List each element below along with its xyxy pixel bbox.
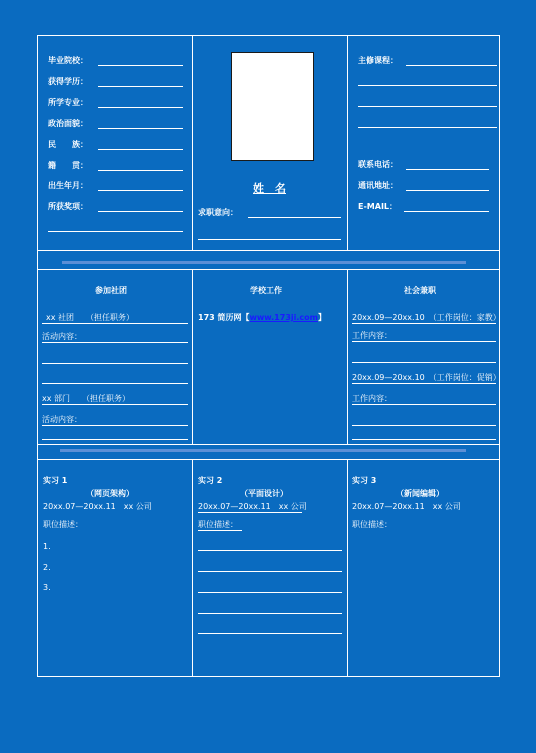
address-label: 通讯地址： (358, 181, 398, 190)
intern2-desc-line (198, 613, 342, 614)
divider-line (347, 36, 348, 250)
intern2-period: 20xx.07—20xx.11 xx 公司 (198, 502, 307, 511)
intern3-subtitle: （新闻编辑） (396, 489, 444, 498)
awards-label: 所获奖项： (48, 202, 88, 211)
job2-underline (352, 383, 496, 384)
decorative-separator (60, 449, 466, 452)
school-field (98, 65, 183, 66)
objective-label: 求职意向： (198, 208, 238, 217)
major-label: 所学专业： (48, 98, 88, 107)
divider-line (192, 36, 193, 250)
intern2-desc-line (198, 633, 342, 634)
school-work-heading: 学校工作 (250, 286, 282, 295)
divider-line (192, 269, 193, 444)
divider-line (347, 459, 348, 677)
intern1-item: 1. (43, 542, 51, 551)
intern3-desc-label: 职位描述： (352, 520, 392, 529)
intern1-subtitle: （网页架构） (86, 489, 134, 498)
intern3-title: 实习 3 (352, 476, 377, 485)
job1-content-label: 工作内容： (352, 331, 392, 340)
intern2-desc-line (198, 592, 342, 593)
politics-field (98, 128, 183, 129)
school-work-prefix: 173 简历网【 (198, 313, 250, 322)
awards-field-line (48, 231, 183, 232)
intern1-item: 2. (43, 563, 51, 572)
resume-frame (37, 35, 500, 677)
job1-content-line (352, 341, 496, 342)
decorative-separator (62, 261, 466, 264)
phone-field (406, 169, 489, 170)
ethnicity-label: 民 族： (48, 140, 88, 149)
job2-content-line (352, 425, 496, 426)
major-field (98, 107, 183, 108)
club1-content-label: 活动内容： (42, 332, 82, 341)
club1-entry: xx 社团 （担任职务） (46, 313, 135, 322)
intern1-item: 3. (43, 583, 51, 592)
courses-field-line (358, 106, 497, 107)
club1-content-line (42, 363, 188, 364)
courses-field (406, 65, 497, 66)
divider-line (347, 269, 348, 444)
intern1-title: 实习 1 (43, 476, 68, 485)
phone-label: 联系电话： (358, 160, 398, 169)
club2-underline (42, 404, 188, 405)
courses-label: 主修课程： (358, 56, 398, 65)
club2-content-line (42, 425, 188, 426)
school-work-suffix: 】 (317, 313, 326, 322)
intern2-desc-underline (198, 530, 242, 531)
divider-line (38, 250, 499, 251)
ethnicity-field (98, 149, 183, 150)
school-label: 毕业院校： (48, 56, 88, 65)
job2-content-line (352, 439, 496, 440)
birth-field (98, 190, 183, 191)
divider-line (192, 459, 193, 677)
school-work-entry (198, 313, 326, 323)
club1-underline (42, 323, 188, 324)
objective-field-line (198, 239, 341, 240)
intern1-desc-label: 职位描述： (43, 520, 83, 529)
job1-content-line (352, 362, 496, 363)
divider-line (38, 269, 499, 270)
origin-field (98, 170, 183, 171)
name-heading: 姓 名 (253, 182, 286, 195)
intern2-desc-line (198, 571, 342, 572)
politics-label: 政治面貌： (48, 119, 88, 128)
degree-field (98, 86, 183, 87)
objective-field (248, 217, 341, 218)
address-field (406, 190, 489, 191)
divider-line (38, 444, 499, 445)
club2-entry: xx 部门 （担任职务） (42, 394, 131, 403)
courses-field-line (358, 127, 497, 128)
job1-underline (352, 323, 496, 324)
intern2-desc-label: 职位描述： (198, 520, 238, 529)
job1-entry: 20xx.09—20xx.10 （工作岗位：家教） (352, 313, 501, 322)
club-heading: 参加社团 (95, 286, 127, 295)
intern3-period: 20xx.07—20xx.11 xx 公司 (352, 502, 461, 511)
job2-content-label: 工作内容： (352, 394, 392, 403)
divider-line (38, 459, 499, 460)
intern2-period-underline (198, 512, 302, 513)
job2-entry: 20xx.09—20xx.10 （工作岗位：促销） (352, 373, 501, 382)
intern1-period: 20xx.07—20xx.11 xx 公司 (43, 502, 152, 511)
email-label: E-MAIL： (358, 202, 398, 211)
birth-label: 出生年月： (48, 181, 88, 190)
courses-field-line (358, 85, 497, 86)
degree-label: 获得学历： (48, 77, 88, 86)
club2-content-label: 活动内容： (42, 415, 82, 424)
club1-content-line (42, 342, 188, 343)
club1-content-line (42, 383, 188, 384)
origin-label: 籍 贯： (48, 161, 88, 170)
photo-placeholder (231, 52, 314, 161)
intern2-title: 实习 2 (198, 476, 223, 485)
awards-field (98, 211, 183, 212)
intern2-subtitle: （平面设计） (240, 489, 288, 498)
intern2-desc-line (198, 550, 342, 551)
job2-content-line (352, 404, 496, 405)
club2-content-line (42, 439, 188, 440)
website-link[interactable]: www.173ji.com (249, 313, 318, 322)
social-job-heading: 社会兼职 (404, 286, 436, 295)
email-field (404, 211, 489, 212)
